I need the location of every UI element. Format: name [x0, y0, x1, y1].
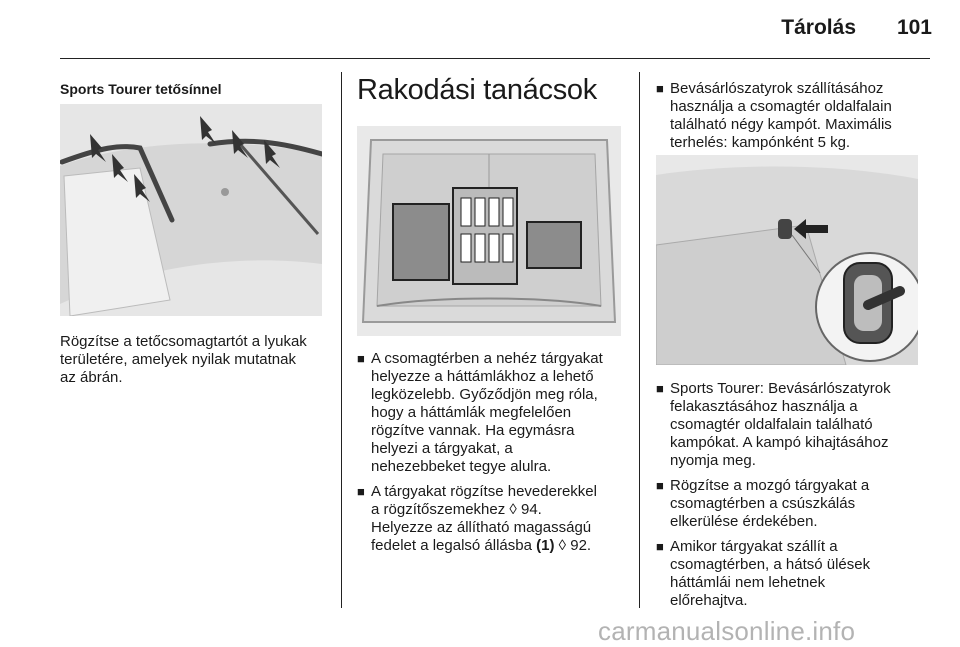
list-item [656, 380, 936, 470]
bullet-line: csomagtérben, a hátsó ülések [670, 556, 871, 573]
bullet-line: A csomagtérben a nehéz tárgyakat [371, 350, 603, 367]
caption-line: területére, amelyek nyilak mutatnak [60, 351, 296, 368]
bullet-line: háttámlái nem lehetnek [670, 574, 826, 591]
site-watermark: carmanualsonline.info [598, 616, 856, 646]
bag-hook-figure [656, 155, 918, 365]
loading-tips-list [357, 350, 632, 562]
bullet-line: nehezebbeket tegye alulra. [371, 458, 552, 475]
bullet-line: A tárgyakat rögzítse hevederekkel [371, 483, 597, 500]
page-section-title: Tárolás [781, 16, 856, 39]
list-item [656, 538, 936, 610]
roof-rail-figure [60, 104, 322, 316]
bullet-line: hogy a háttámlák megfelelően [371, 404, 572, 421]
list-item [656, 477, 936, 531]
bullet-line: csomagtérben a csúszkálás [670, 495, 856, 512]
bullet-line: elkerülése érdekében. [670, 513, 818, 530]
bullet-line: helyezze a háttámlákhoz a lehető [371, 368, 594, 385]
bullet-square-icon: ■ [656, 81, 664, 96]
bullet-square-icon: ■ [656, 478, 664, 493]
bullet-line: Bevásárlószatyrok szállításához [670, 80, 884, 97]
bullet-line: helyezi a tárgyakat, a [371, 440, 513, 457]
caption-line: Rögzítse a tetőcsomagtartót a lyukak [60, 333, 307, 350]
page-ref-link[interactable]: 92. [570, 537, 592, 554]
bullet-line: Rögzítse a mozgó tárgyakat a [670, 477, 870, 494]
loading-tips-heading: Rakodási tanácsok [357, 74, 597, 106]
bullet-square-icon: ■ [656, 381, 664, 396]
list-item [656, 80, 936, 152]
bullet-line: használja a csomagtér oldalfalain [670, 98, 892, 115]
shopping-bag-list-top [656, 80, 936, 159]
trunk-load-icon [357, 126, 621, 336]
bullet-square-icon: ■ [357, 351, 365, 366]
list-item [357, 350, 632, 476]
bullet-line: terhelés: kampónként 5 kg. [670, 134, 851, 151]
bullet-text: a rögzítőszemekhez [371, 501, 510, 518]
bullet-line: Amikor tárgyakat szállít a [670, 538, 838, 555]
roof-rail-subheading: Sports Tourer tetősínnel [60, 81, 222, 97]
bullet-line: kampókat. A kampó kihajtásához [670, 434, 889, 451]
bullet-line: rögzítve vannak. Ha egymásra [371, 422, 575, 439]
column-divider-right [639, 72, 640, 608]
page-ref-link[interactable]: 94. [521, 501, 542, 518]
bullet-line: Helyezze az állítható magasságú [371, 519, 592, 536]
roof-rail-arrows-icon [60, 104, 322, 316]
bullet-line: felakasztásához használja a [670, 398, 858, 415]
page-number: 101 [896, 16, 932, 39]
page-ref-arrow-icon: ◊ [509, 501, 517, 518]
bullet-line: előrehajtva. [670, 592, 748, 609]
bullet-line: Sports Tourer: Bevásárlószatyrok [670, 380, 891, 397]
reference-number: (1) [536, 537, 555, 554]
bullet-line [371, 501, 632, 519]
trunk-load-figure [357, 126, 621, 336]
column-divider-left [341, 72, 342, 608]
caption-line: az ábrán. [60, 369, 123, 386]
bullet-line: csomagtér oldalfalain található [670, 416, 873, 433]
bag-hook-icon [656, 155, 918, 365]
roof-rail-caption [60, 333, 335, 387]
bullet-line: nyomja meg. [670, 452, 756, 469]
bullet-line: legközelebb. Győződjön meg róla, [371, 386, 598, 403]
page-ref-arrow-icon: ◊ [558, 537, 567, 554]
bullet-square-icon: ■ [656, 539, 664, 554]
shopping-bag-list-bottom [656, 380, 936, 617]
header-divider [60, 58, 930, 59]
bullet-line: található négy kampót. Maximális [670, 116, 892, 133]
bullet-square-icon: ■ [357, 484, 365, 499]
list-item [357, 483, 632, 555]
bullet-line [371, 537, 632, 555]
bullet-text: fedelet a legalsó állásba [371, 537, 537, 554]
